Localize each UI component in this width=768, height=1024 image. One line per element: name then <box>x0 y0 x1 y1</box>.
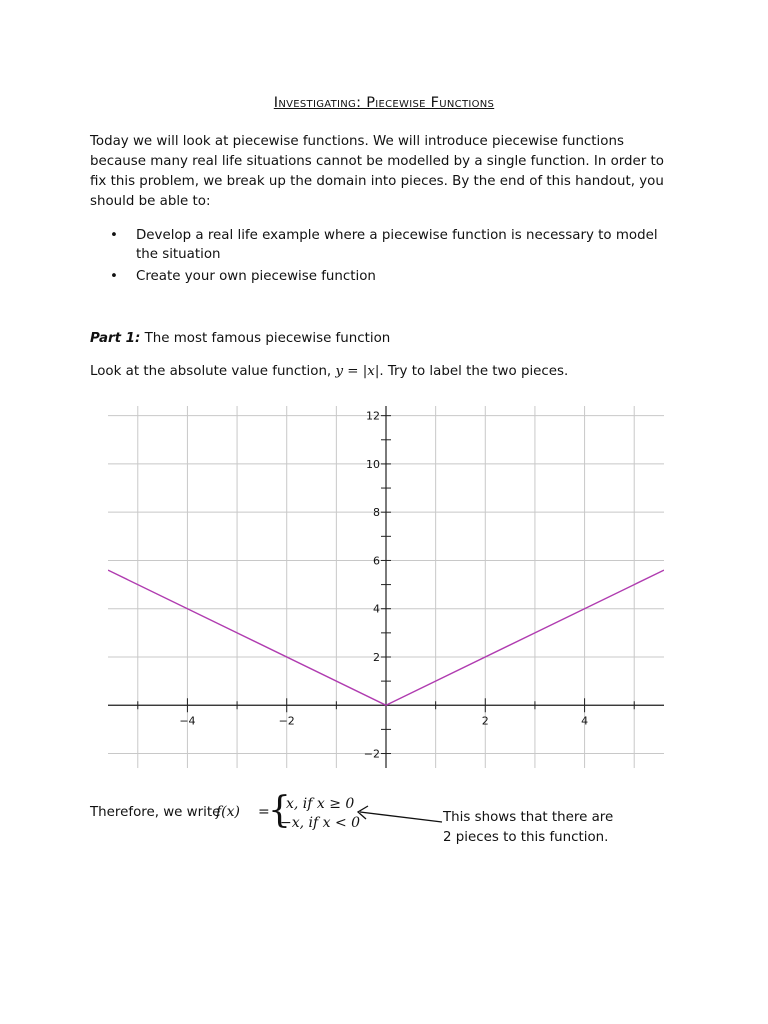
note-line: 2 pieces to this function. <box>443 830 609 845</box>
x-tick-label: −4 <box>179 714 196 728</box>
bullet-text: Create your own piecewise function <box>136 269 376 284</box>
annotation-note <box>443 808 613 848</box>
function-name: f(x) <box>216 804 241 820</box>
y-tick-label: 2 <box>373 650 380 664</box>
instruction-math: y = |x| <box>335 364 380 379</box>
list-item <box>110 226 670 264</box>
list-item <box>110 267 670 286</box>
x-tick-label: −2 <box>278 714 295 728</box>
piece-2: −x, if x < 0 <box>280 815 361 831</box>
x-tick-label: 4 <box>581 714 589 728</box>
part-label: Part 1: <box>90 331 141 346</box>
part-heading <box>90 331 390 346</box>
note-line: This shows that there are <box>443 810 614 825</box>
equals-sign: = <box>258 804 270 820</box>
bullet-text: Develop a real life example where a piecewise function is necessary to model the situation <box>136 228 658 262</box>
y-tick-label: 6 <box>373 554 380 568</box>
objectives-list <box>110 226 670 289</box>
bullet-icon: • <box>110 228 118 243</box>
instruction-after: . Try to label the two pieces. <box>379 364 569 379</box>
therefore-text: Therefore, we write <box>90 805 221 820</box>
y-tick-label: 10 <box>366 457 380 471</box>
brace-icon: { <box>268 790 291 831</box>
y-tick-label: 4 <box>373 602 380 616</box>
page-title: Investigating: Piecewise Functions <box>273 95 495 111</box>
x-tick-label: 2 <box>481 714 489 728</box>
instruction-line <box>90 364 568 379</box>
y-tick-label: −2 <box>363 747 380 761</box>
y-tick-label: 12 <box>366 409 380 423</box>
absolute-value-graph <box>108 406 664 768</box>
y-tick-label: 8 <box>373 506 380 520</box>
piece-1: x, if x ≥ 0 <box>286 796 355 812</box>
part-text: The most famous piecewise function <box>140 331 391 346</box>
instruction-before: Look at the absolute value function, <box>90 364 336 379</box>
intro-paragraph: Today we will look at piecewise functions. We will introduce piecewise functions because many real life situations cannot be modelled by a single function. In order to fix this problem, we break up the domain into pieces. By the end of this handout, you should be able to: <box>90 134 664 209</box>
bullet-icon: • <box>110 269 118 284</box>
arrow-icon <box>350 800 445 830</box>
